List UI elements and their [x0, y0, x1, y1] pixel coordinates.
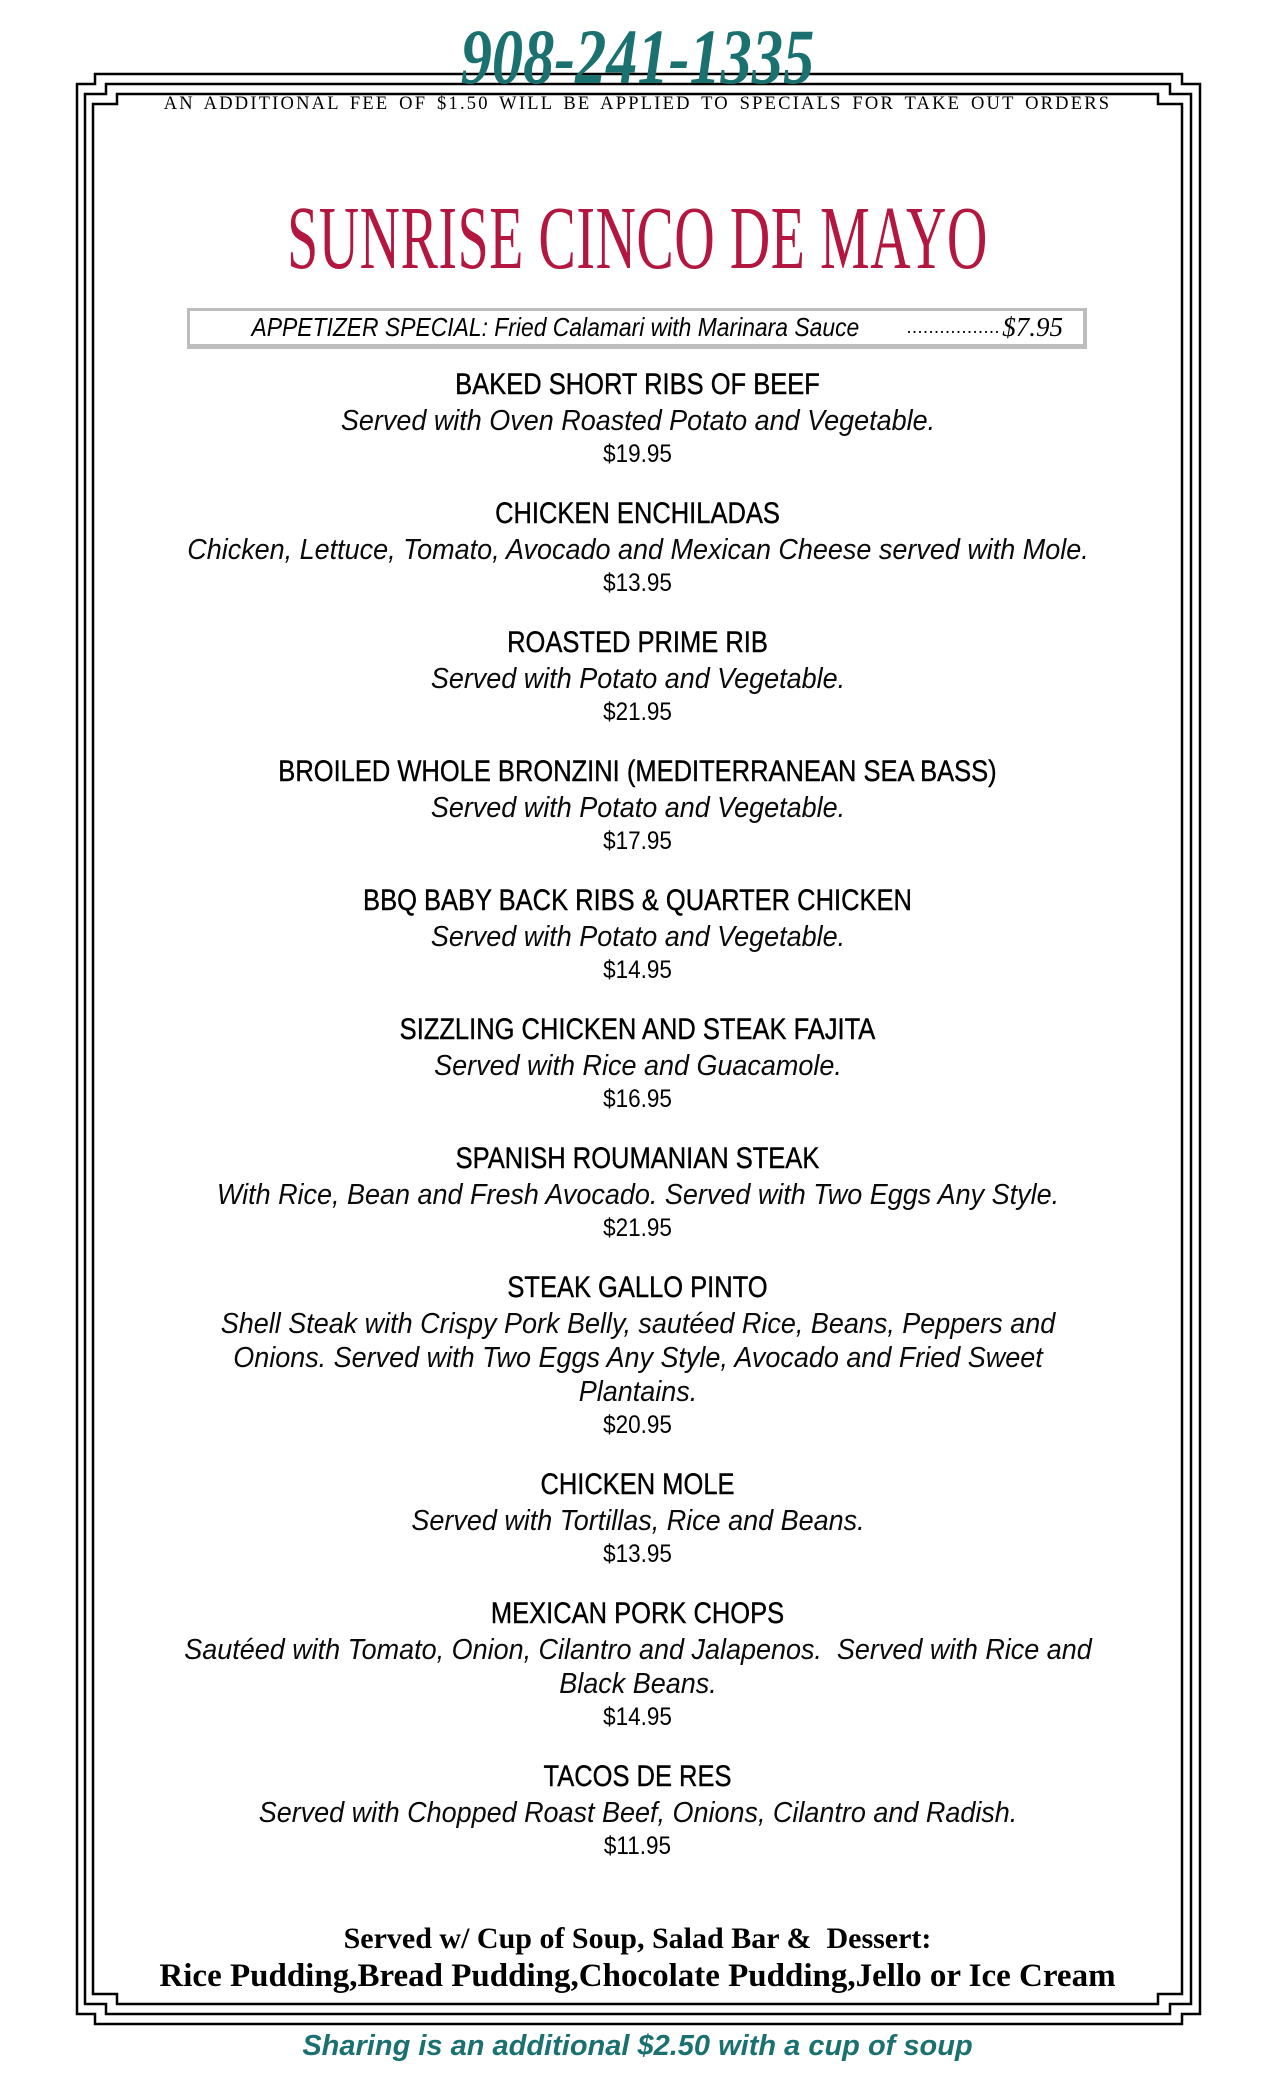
menu-item-description: With Rice, Bean and Fresh Avocado. Served with Two Eggs Any Style. [216, 1179, 1059, 1211]
menu-item-price: $14.95 [603, 1703, 672, 1731]
menu-item-name: CHICKEN MOLE [540, 1468, 735, 1501]
appetizer-dot-leader: ................. [906, 317, 1001, 337]
menu-item-price: $20.95 [603, 1411, 672, 1439]
menu-item-name: CHICKEN ENCHILADAS [495, 497, 780, 530]
takeout-fee-notice: AN ADDITIONAL FEE OF $1.50 WILL BE APPLIED TO SPECIALS FOR TAKE OUT ORDERS [163, 94, 1112, 114]
menu-item-name: SIZZLING CHICKEN AND STEAK FAJITA [399, 1013, 876, 1046]
menu-item-name: ROASTED PRIME RIB [507, 626, 768, 659]
appetizer-special-price: $7.95 [1002, 312, 1063, 342]
menu-item [80, 1269, 1195, 1441]
menu-item [80, 1466, 1195, 1570]
menu-item-name: STEAK GALLO PINTO [507, 1271, 768, 1304]
menu-item-price: $11.95 [603, 1832, 672, 1860]
menu-item [80, 495, 1195, 599]
menu-item-name: MEXICAN PORK CHOPS [490, 1597, 785, 1630]
menu-item-price: $13.95 [603, 569, 672, 597]
menu-item-description: Shell Steak with Crispy Pork Belly, sautéed Rice, Beans, Peppers and Onions. Served with Two Eggs Any Style, Avocado and Fried Sweet Plantains. [220, 1308, 1063, 1408]
menu-item-description: Served with Rice and Guacamole. [433, 1050, 842, 1082]
appetizer-special-label: APPETIZER SPECIAL: Fried Calamari with Marinara Sauce [251, 312, 860, 342]
menu-item-price: $21.95 [603, 698, 672, 726]
menu-item [80, 366, 1195, 470]
menu-item [80, 1011, 1195, 1115]
menu-item [80, 1595, 1195, 1733]
sharing-fee-note: Sharing is an additional $2.50 with a cup of soup [302, 2030, 973, 2062]
menu-item [80, 1758, 1195, 1862]
menu-items [80, 366, 1195, 1887]
dessert-options-line: Rice Pudding,Bread Pudding,Chocolate Pudding,Jello or Ice Cream [159, 1958, 1116, 1994]
menu-item [80, 624, 1195, 728]
page-title: SUNRISE CINCO DE MAYO [287, 189, 988, 288]
menu-item-description: Chicken, Lettuce, Tomato, Avocado and Mexican Cheese served with Mole. [186, 534, 1089, 566]
included-sides-line: Served w/ Cup of Soup, Salad Bar & Dessert: [343, 1922, 932, 1955]
menu-item-price: $16.95 [603, 1085, 672, 1113]
menu-item [80, 1140, 1195, 1244]
menu-item-name: SPANISH ROUMANIAN STEAK [455, 1142, 820, 1175]
appetizer-special-box [187, 308, 1087, 349]
menu-item-price: $13.95 [603, 1540, 672, 1568]
menu-item-price: $19.95 [603, 440, 672, 468]
menu-item-description: Served with Potato and Vegetable. [430, 663, 845, 695]
menu-item-description: Sautéed with Tomato, Onion, Cilantro and Jalapenos. Served with Rice and Black Beans. [183, 1634, 1099, 1700]
menu-item-description: Served with Potato and Vegetable. [430, 921, 845, 953]
menu-item-price: $14.95 [603, 956, 672, 984]
menu-item-price: $17.95 [603, 827, 672, 855]
menu-item-description: Served with Chopped Roast Beef, Onions, Cilantro and Radish. [258, 1797, 1017, 1829]
menu-item-description: Served with Tortillas, Rice and Beans. [410, 1505, 865, 1537]
menu-item [80, 882, 1195, 986]
menu-item-description: Served with Oven Roasted Potato and Vegetable. [340, 405, 935, 437]
menu-item-name: BAKED SHORT RIBS OF BEEF [455, 368, 820, 401]
menu-item-price: $21.95 [603, 1214, 672, 1242]
menu-item [80, 753, 1195, 857]
menu-item-name: BBQ BABY BACK RIBS & QUARTER CHICKEN [363, 884, 912, 917]
phone-number: 908-241-1335 [460, 13, 815, 100]
menu-item-name: TACOS DE RES [543, 1760, 732, 1793]
menu-item-name: BROILED WHOLE BRONZINI (MEDITERRANEAN SEA BASS) [278, 755, 997, 788]
menu-item-description: Served with Potato and Vegetable. [430, 792, 845, 824]
